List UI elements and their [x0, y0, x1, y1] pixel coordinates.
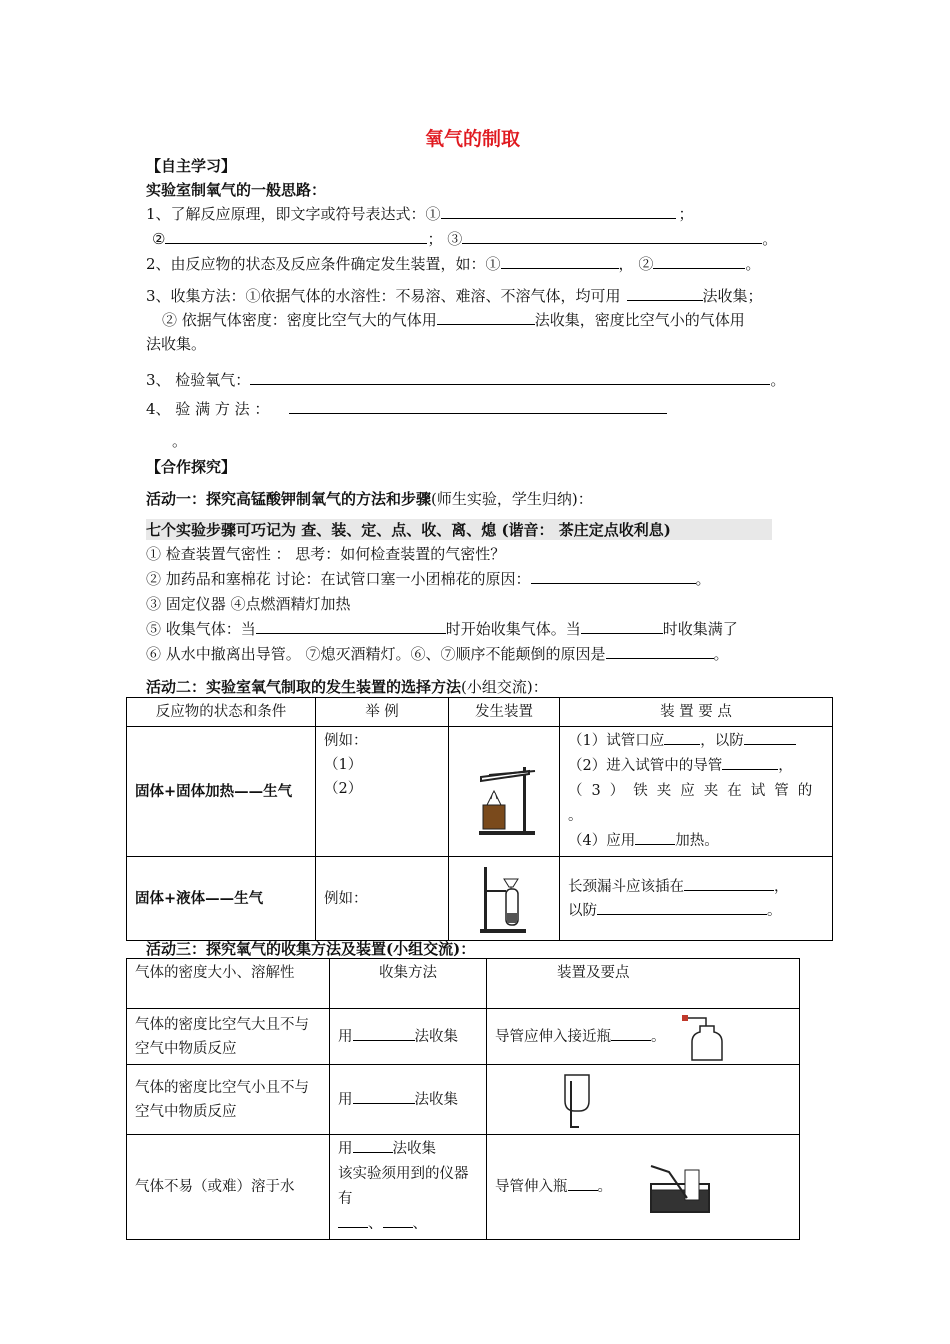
step-remove: ⑥ 从水中撤离出导管。 ⑦熄灭酒精灯。⑥、⑦顺序不能颠倒的原因是 。	[146, 645, 729, 663]
line-full-test-end: 。	[172, 432, 188, 450]
method-cell-2: 用 法收集	[330, 1065, 487, 1135]
blank-5[interactable]	[653, 254, 745, 269]
blank-23[interactable]	[353, 1138, 393, 1153]
general-approach-heading: 实验室制氧气的一般思路：	[146, 181, 327, 199]
collection-method-table	[126, 958, 800, 1240]
line-collection-2: ② 依据气体密度：密度比空气大的气体用 法收集，密度比空气小的气体用	[162, 311, 745, 329]
example-cell: 例如： （1） （2）	[316, 727, 449, 857]
line-collection-1: 3、收集方法：①依据气体的水溶性：不易溶、难溶、不溶气体，均可用 法收集；	[146, 287, 763, 305]
table-row	[127, 1009, 800, 1065]
blank-13[interactable]	[606, 644, 714, 659]
blank-10[interactable]	[531, 569, 696, 584]
blank-15[interactable]	[744, 730, 796, 745]
header-method: 收集方法	[330, 959, 487, 1009]
blank-20[interactable]	[353, 1026, 415, 1041]
device-cell-2	[487, 1065, 800, 1135]
table-row	[127, 1065, 800, 1135]
page-title: 氧气的制取	[425, 128, 521, 150]
blank-21[interactable]	[611, 1026, 651, 1041]
table-header-row	[127, 959, 800, 1009]
lighter-than-air: 气体的密度比空气小且不与空气中物质反应	[127, 1065, 330, 1135]
generation-apparatus-table	[126, 697, 833, 941]
blank-25[interactable]	[383, 1213, 413, 1228]
water-displacement-icon	[647, 1158, 713, 1216]
funnel-key-points: 长颈漏斗应该插在 ， 以防 。	[560, 857, 833, 941]
blank-9[interactable]	[289, 399, 667, 414]
seven-steps-mnemonic: 七个实验步骤可巧记为 查、装、定、点、收、离、熄 (谐音： 茶庄定点收利息)	[146, 519, 772, 540]
activity-2-heading: 活动二：实验室氧气制取的发生装置的选择方法(小组交流)：	[146, 678, 548, 696]
blank-7[interactable]	[437, 310, 535, 325]
header-device: 装置及要点	[487, 959, 800, 1009]
blank-11[interactable]	[256, 619, 446, 634]
heating-apparatus-cell	[449, 727, 560, 857]
method-cell-1: 用 法收集	[330, 1009, 487, 1065]
blank-19[interactable]	[597, 900, 767, 915]
blank-4[interactable]	[501, 254, 619, 269]
blank-17[interactable]	[635, 830, 675, 845]
solid-liquid: 固体+液体——生气	[127, 857, 316, 941]
activity-1-heading: 活动一：探究高锰酸钾制氧气的方法和步骤(师生实验，学生归纳)：	[146, 490, 593, 508]
device-cell-1: 导管应伸入接近瓶 。	[487, 1009, 800, 1065]
header-example: 举 例	[316, 698, 449, 727]
line-reaction-principle: 1、了解反应原理，即文字或符号表达式：① ；	[146, 205, 694, 223]
step-fix-heat: ③ 固定仪器 ④点燃酒精灯加热	[146, 595, 351, 613]
blank-12[interactable]	[581, 619, 663, 634]
step-check: ① 检查装置气密性 ： 思考：如何检查装置的气密性？	[146, 545, 506, 563]
denser-than-air: 气体的密度比空气大且不与空气中物质反应	[127, 1009, 330, 1065]
table-row	[127, 857, 833, 941]
blank-26[interactable]	[568, 1176, 598, 1191]
device-cell-3: 导管伸入瓶 。	[487, 1135, 800, 1240]
funnel-apparatus-icon	[474, 863, 534, 935]
blank-1[interactable]	[441, 204, 676, 219]
heating-apparatus-icon	[469, 747, 539, 837]
blank-8[interactable]	[250, 370, 770, 385]
header-density-solubility: 气体的密度大小、溶解性	[127, 959, 330, 1009]
header-key-points: 装 置 要 点	[560, 698, 833, 727]
blank-2[interactable]	[165, 229, 427, 244]
step-load: ② 加药品和塞棉花 讨论：在试管口塞一小团棉花的原因： 。	[146, 570, 711, 588]
blank-18[interactable]	[684, 876, 774, 891]
header-apparatus: 发生装置	[449, 698, 560, 727]
line-full-test: 4、 验 满 方 法 ：	[146, 398, 667, 419]
blank-16[interactable]	[722, 755, 778, 770]
section-cooperative: 【合作探究】	[146, 458, 237, 476]
line-expressions-2-3: ② ； ③ 。	[152, 230, 778, 248]
header-reactant-state: 反应物的状态和条件	[127, 698, 316, 727]
downward-displacement-bottle-icon	[555, 1069, 615, 1131]
funnel-apparatus-cell	[449, 857, 560, 941]
blank-24[interactable]	[338, 1213, 368, 1228]
line-test-oxygen: 3、 检验氧气： 。	[146, 371, 786, 389]
blank-14[interactable]	[664, 730, 700, 745]
insoluble-in-water: 气体不易（或难）溶于水	[127, 1135, 330, 1240]
blank-3[interactable]	[462, 229, 762, 244]
activity-3-heading: 活动三：探究氧气的收集方法及装置(小组交流)：	[146, 940, 476, 958]
solid-solid-heating: 固体+固体加热——生气	[127, 727, 316, 857]
section-self-study: 【自主学习】	[146, 157, 237, 175]
table-header-row	[127, 698, 833, 727]
step-collect: ⑤ 收集气体：当 时开始收集气体。当 时收集满了	[146, 620, 738, 638]
method-cell-3: 用 法收集 该实验须用到的仪器有 、 、	[330, 1135, 487, 1240]
example-cell-2: 例如：	[316, 857, 449, 941]
line-apparatus: 2、由反应物的状态及反应条件确定发生装置，如：① ， ② 。	[146, 255, 761, 273]
upward-displacement-bottle-icon	[676, 1012, 736, 1062]
table-row	[127, 727, 833, 857]
blank-6[interactable]	[627, 286, 703, 301]
blank-22[interactable]	[353, 1089, 415, 1104]
heating-key-points: （1）试管口应 ，以防 （2）进入试管中的导管 ， （3）铁夹应夹在试管的 。 （4）应用 加热。	[560, 727, 833, 857]
line-collection-3: 法收集。	[146, 335, 207, 353]
table-row	[127, 1135, 800, 1240]
